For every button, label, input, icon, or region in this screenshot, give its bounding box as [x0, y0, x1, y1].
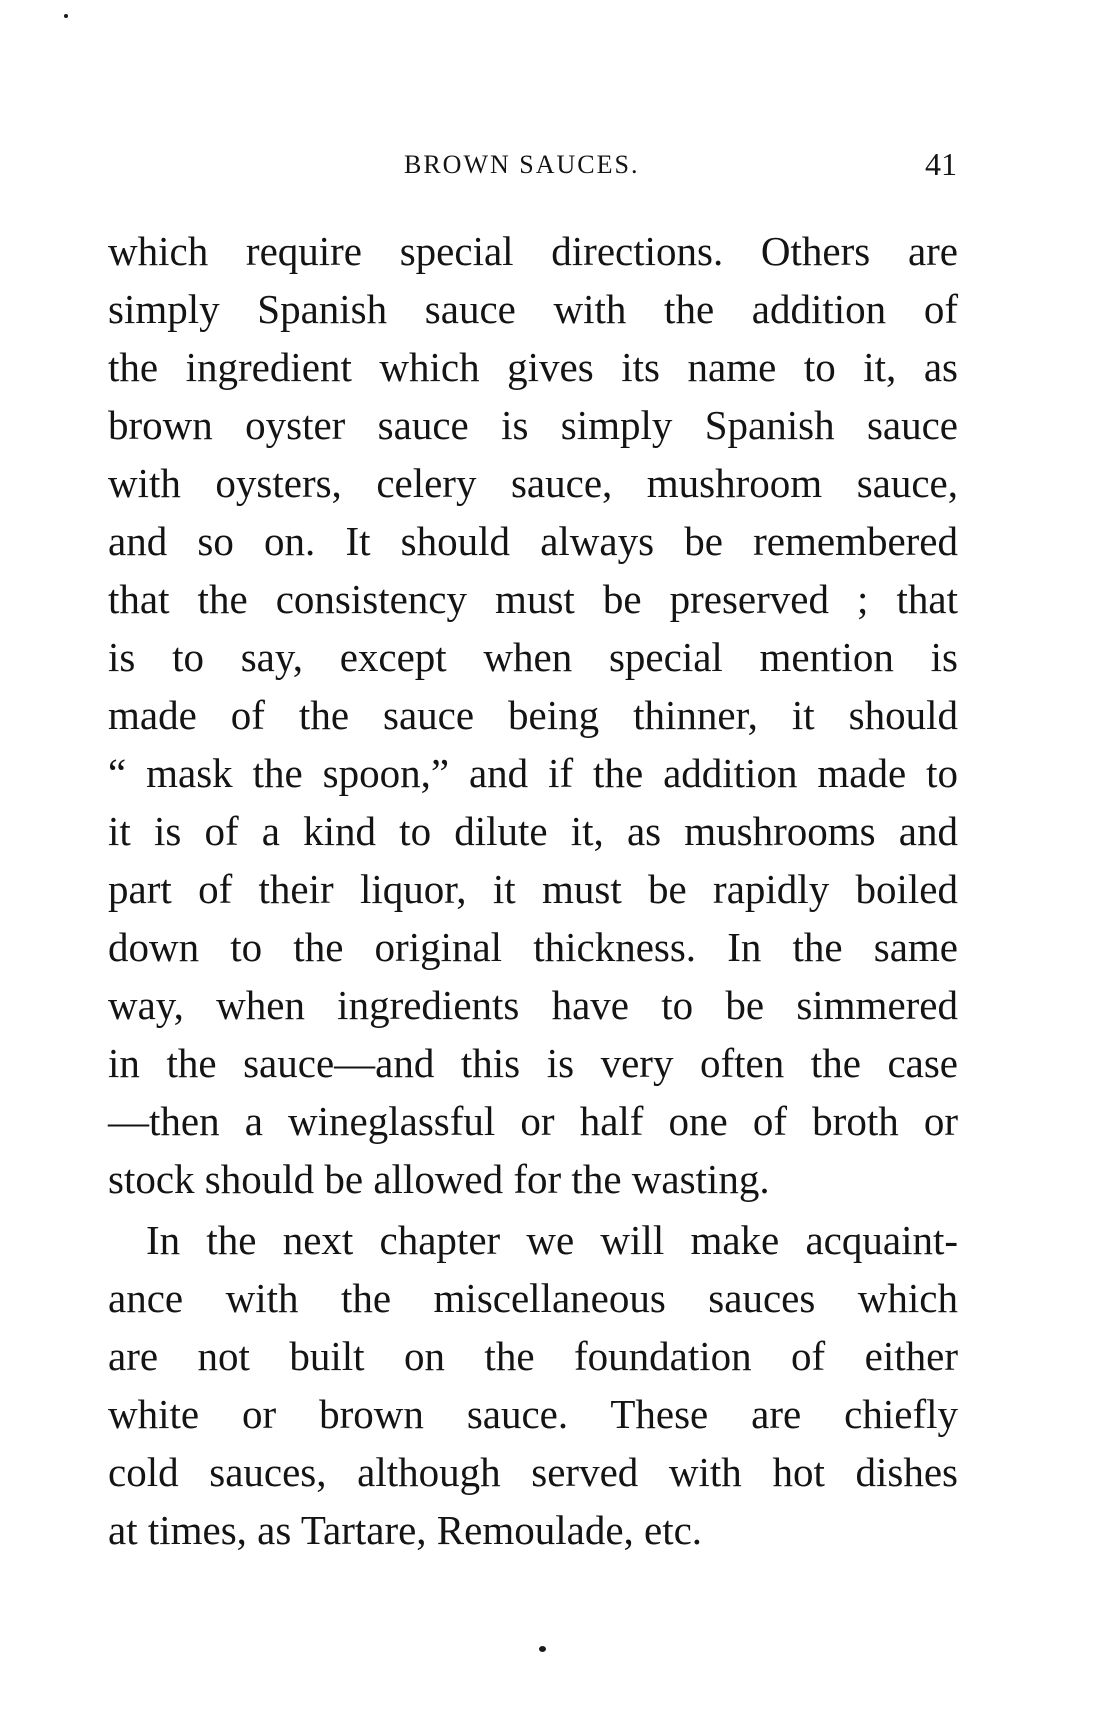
- text-line: In the next chapter we will make acquaint-: [146, 1217, 958, 1263]
- text-line: way, when ingredients have to be simmered: [108, 982, 958, 1028]
- text-line: “ mask the spoon,” and if the addition made to: [108, 750, 958, 796]
- text-line: are not built on the foundation of either: [108, 1333, 958, 1379]
- text-line: with oysters, celery sauce, mushroom sauce,: [108, 460, 958, 506]
- print-speck: [539, 1646, 546, 1652]
- text-line: cold sauces, although served with hot dishes: [108, 1449, 958, 1495]
- page-number: 41: [925, 146, 957, 182]
- print-speck: [64, 14, 68, 18]
- text-line: it is of a kind to dilute it, as mushrooms and: [108, 808, 958, 854]
- text-line: part of their liquor, it must be rapidly boiled: [108, 866, 958, 912]
- text-line: made of the sauce being thinner, it should: [108, 692, 958, 738]
- text-line: that the consistency must be preserved ; that: [108, 576, 958, 622]
- page-header: [112, 146, 957, 186]
- text-line: at times, as Tartare, Remoulade, etc.: [108, 1507, 703, 1553]
- text-line: white or brown sauce. These are chiefly: [108, 1391, 958, 1437]
- text-line: ance with the miscellaneous sauces which: [108, 1275, 958, 1321]
- text-line: —then a wineglassful or half one of broth or: [108, 1098, 958, 1144]
- text-line: down to the original thickness. In the same: [108, 924, 958, 970]
- text-line: the ingredient which gives its name to it, as: [108, 344, 958, 390]
- text-line: and so on. It should always be remembered: [108, 518, 958, 564]
- text-line: in the sauce—and this is very often the case: [108, 1040, 958, 1086]
- text-line: brown oyster sauce is simply Spanish sauce: [108, 402, 958, 448]
- running-title: BROWN SAUCES.: [404, 150, 640, 179]
- body-text: [108, 222, 958, 1559]
- text-line: is to say, except when special mention is: [108, 634, 958, 680]
- text-line: simply Spanish sauce with the addition of: [108, 286, 958, 332]
- paragraph-2: [108, 1211, 958, 1559]
- paragraph-1: [108, 222, 958, 1208]
- text-line: stock should be allowed for the wasting.: [108, 1156, 770, 1202]
- text-line: which require special directions. Others are: [108, 228, 958, 274]
